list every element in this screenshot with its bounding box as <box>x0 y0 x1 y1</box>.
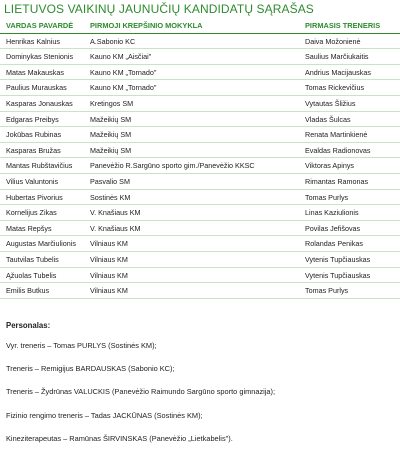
first-coach: Renata Martinkienė <box>305 130 368 140</box>
first-coach: Viktoras Apinys <box>305 161 355 171</box>
first-coach: Saulius Marčiukaitis <box>305 52 369 62</box>
column-header-first-school: PIRMOJI KREPŠINIO MOKYKLA <box>90 21 203 30</box>
player-name: Augustas Marčiulionis <box>6 239 76 249</box>
first-school: Mažeikių SM <box>90 130 132 140</box>
player-name: Matas Repšys <box>6 223 52 233</box>
table-row <box>0 49 400 65</box>
table-row <box>0 96 400 112</box>
staff-section <box>6 321 396 457</box>
first-school: Sostinės KM <box>90 192 131 202</box>
staff-heading: Personalas: <box>6 321 51 330</box>
first-coach: Vytenis Tupčiauskas <box>305 254 371 264</box>
first-coach: Evaldas Radionovas <box>305 145 371 155</box>
table-row <box>0 127 400 143</box>
table-row <box>0 283 400 299</box>
first-school: Kauno KM „Tornado" <box>90 67 157 77</box>
table-row <box>0 80 400 96</box>
player-name: Henrikas Kalnius <box>6 36 60 46</box>
first-school: Mažeikių SM <box>90 145 132 155</box>
first-school: Mažeikių SM <box>90 114 132 124</box>
first-coach: Povilas Jefišovas <box>305 223 361 233</box>
table-row <box>0 205 400 221</box>
first-coach: Rolandas Penikas <box>305 239 363 249</box>
table-header <box>0 18 400 34</box>
first-school: Panevėžio R.Sargūno sporto gim./Panevėžio KKSC <box>90 161 255 171</box>
table-row <box>0 190 400 206</box>
table-row <box>0 221 400 237</box>
player-name: Vilius Valuntonis <box>6 176 59 186</box>
first-school: V. Knašiaus KM <box>90 223 141 233</box>
first-coach: Tomas Rickevičius <box>305 83 365 93</box>
table-row <box>0 34 400 50</box>
player-name: Emilis Butkus <box>6 286 50 296</box>
first-school: A.Sabonio KC <box>90 36 136 46</box>
first-coach: Vytautas Šližius <box>305 98 356 108</box>
table-row <box>0 268 400 284</box>
roster-table <box>0 18 400 299</box>
first-coach: Vladas Šulcas <box>305 114 351 124</box>
player-name: Mantas Rubštavičius <box>6 161 73 171</box>
player-name: Edgaras Preibys <box>6 114 59 124</box>
first-school: Vilniaus KM <box>90 254 128 264</box>
player-name: Tautvilas Tubelis <box>6 254 59 264</box>
staff-member-line: Vyr. treneris – Tomas PURLYS (Sostinės KM); <box>6 341 157 350</box>
table-row <box>0 236 400 252</box>
first-coach: Andrius Macijauskas <box>305 67 371 77</box>
table-row <box>0 112 400 128</box>
first-school: Vilniaus KM <box>90 239 128 249</box>
table-row <box>0 252 400 268</box>
first-school: Kauno KM „Aisčiai" <box>90 52 152 62</box>
staff-member-line: Kineziterapeutas – Ramūnas ŠIRVINSKAS (Panevėžio „Lietkabelis"). <box>6 433 233 443</box>
player-name: Dominykas Stenionis <box>6 52 74 62</box>
first-school: Vilniaus KM <box>90 286 128 296</box>
first-coach: Rimantas Ramonas <box>305 176 369 186</box>
player-name: Hubertas Pivorius <box>6 192 63 202</box>
table-row <box>0 174 400 190</box>
table-row <box>0 158 400 174</box>
staff-member-line: Fizinio rengimo treneris – Tadas JACKŪNAS (Sostinės KM); <box>6 410 203 420</box>
first-school: Kauno KM „Tornado" <box>90 83 157 93</box>
player-name: Jokūbas Rubinas <box>6 130 62 140</box>
player-name: Kornelijus Zikas <box>6 208 57 218</box>
player-name: Paulius Murauskas <box>6 83 67 93</box>
first-coach: Tomas Purlys <box>305 286 349 296</box>
first-coach: Daiva Možonienė <box>305 36 361 46</box>
player-name: Ąžuolas Tubelis <box>6 270 57 280</box>
player-name: Matas Makauskas <box>6 67 64 77</box>
first-coach: Tomas Purlys <box>305 192 349 202</box>
player-name: Kasparas Bružas <box>6 145 61 155</box>
first-coach: Linas Kaziulionis <box>305 208 359 218</box>
first-school: Vilniaus KM <box>90 270 128 280</box>
column-header-first-coach: PIRMASIS TRENERIS <box>305 21 381 30</box>
column-header-name: VARDAS PAVARDĖ <box>6 21 74 30</box>
player-name: Kasparas Jonauskas <box>6 98 73 108</box>
first-coach: Vytenis Tupčiauskas <box>305 270 371 280</box>
table-row <box>0 143 400 159</box>
staff-member-line: Treneris – Žydrūnas VALUCKIS (Panevėžio Raimundo Sargūno sporto gimnazija); <box>6 387 276 397</box>
first-school: Kretingos SM <box>90 98 134 108</box>
staff-member-line: Treneris – Remigijus BARDAUSKAS (Sabonio KC); <box>6 364 175 374</box>
page-title: LIETUVOS VAIKINŲ JAUNUČIŲ KANDIDATŲ SĄRAŠAS <box>4 2 314 16</box>
table-row <box>0 65 400 81</box>
first-school: Pasvalio SM <box>90 176 130 186</box>
first-school: V. Knašiaus KM <box>90 208 141 218</box>
